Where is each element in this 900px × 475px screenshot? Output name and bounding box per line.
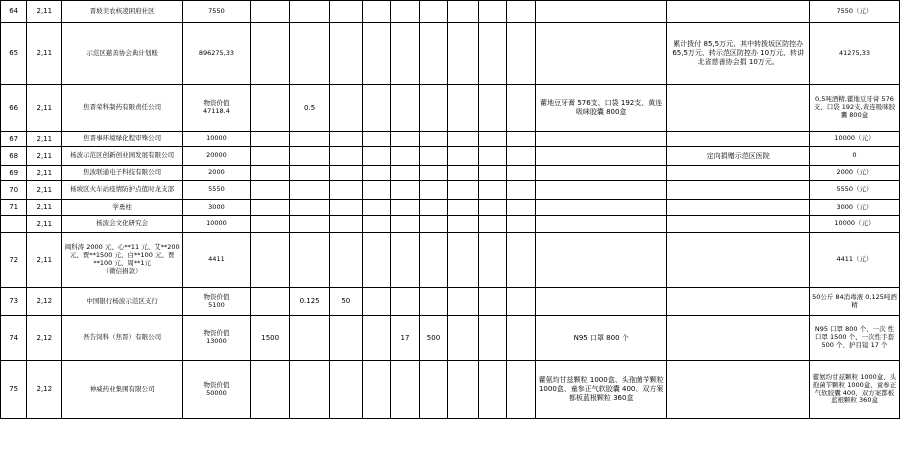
cell-total: 10000（元）	[809, 216, 899, 233]
cell-qty-5	[391, 200, 420, 216]
cell-amount: 4411	[182, 233, 250, 288]
cell-donor-name: 神威药业集围有限公司	[62, 361, 183, 419]
cell-qty-6: 500	[419, 316, 448, 361]
cell-donor-name: 杨波示范区创新创业园发展有限公司	[62, 147, 183, 166]
cell-qty-2	[290, 1, 329, 23]
cell-item-details	[535, 288, 667, 316]
cell-qty-1: 1500	[250, 316, 289, 361]
cell-note	[667, 200, 810, 216]
cell-item-details: 藿氨均甘兹颗粒 1000盒、头孢菌苄颗粒 1000盒、童参正气软胶囊 400、双方案都板蓝根颗粒 360盒	[535, 361, 667, 419]
cell-qty-4	[362, 1, 391, 23]
cell-index: 65	[1, 23, 27, 85]
cell-qty-5	[391, 23, 420, 85]
cell-qty-3	[329, 23, 362, 85]
table-row[interactable]	[1, 361, 900, 419]
cell-qty-4	[362, 200, 391, 216]
cell-donor-name: 杨波会文化研究会	[62, 216, 183, 233]
cell-date: 2,12	[27, 316, 62, 361]
cell-donor-name: 中国银行杨波示范区支行	[62, 288, 183, 316]
cell-qty-4	[362, 132, 391, 147]
cell-qty-5	[391, 361, 420, 419]
cell-qty-3	[329, 1, 362, 23]
cell-qty-8	[478, 316, 507, 361]
cell-qty-7	[448, 233, 479, 288]
cell-qty-7	[448, 216, 479, 233]
cell-qty-9	[507, 1, 536, 23]
cell-donor-name: 焦波联通电子科技有限公司	[62, 166, 183, 181]
table-body	[1, 1, 900, 419]
cell-qty-7	[448, 23, 479, 85]
cell-qty-5	[391, 216, 420, 233]
cell-qty-1	[250, 166, 289, 181]
cell-qty-8	[478, 216, 507, 233]
cell-qty-6	[419, 147, 448, 166]
cell-qty-9	[507, 361, 536, 419]
cell-amount: 10000	[182, 216, 250, 233]
cell-qty-6	[419, 216, 448, 233]
table-row[interactable]	[1, 181, 900, 200]
cell-qty-4	[362, 23, 391, 85]
cell-qty-9	[507, 132, 536, 147]
table-row[interactable]	[1, 288, 900, 316]
cell-total: 0	[809, 147, 899, 166]
cell-qty-4	[362, 181, 391, 200]
cell-index	[1, 216, 27, 233]
cell-note	[667, 1, 810, 23]
cell-qty-8	[478, 166, 507, 181]
cell-total: 5550（元）	[809, 181, 899, 200]
cell-qty-2	[290, 200, 329, 216]
cell-qty-6	[419, 233, 448, 288]
cell-qty-2	[290, 181, 329, 200]
cell-amount: 5550	[182, 181, 250, 200]
cell-qty-3: 50	[329, 288, 362, 316]
cell-qty-9	[507, 216, 536, 233]
cell-amount: 物资价值 47118.4	[182, 85, 250, 132]
cell-qty-2: 0.5	[290, 85, 329, 132]
cell-item-details	[535, 200, 667, 216]
cell-qty-8	[478, 132, 507, 147]
cell-qty-9	[507, 85, 536, 132]
cell-qty-9	[507, 166, 536, 181]
cell-item-details: N95 口罩 800 个	[535, 316, 667, 361]
cell-qty-2	[290, 132, 329, 147]
cell-qty-3	[329, 361, 362, 419]
cell-date: 2,11	[27, 85, 62, 132]
cell-note: 定向捐赠示范区医院	[667, 147, 810, 166]
cell-qty-6	[419, 200, 448, 216]
cell-date: 2,11	[27, 233, 62, 288]
cell-index: 70	[1, 181, 27, 200]
cell-amount: 物资价值 5100	[182, 288, 250, 316]
cell-qty-5	[391, 132, 420, 147]
cell-note	[667, 233, 810, 288]
cell-note: 累计拨付 85,5万元、其中转拨坂区防控办 65,5万元、转示范区防控办 10万元、转讲北省慈善协会捐 10万元。	[667, 23, 810, 85]
cell-total: 0,5吨酒精,藿地豆牙膏 576支、口袋 192支,黄连吸咪胶囊 800盒	[809, 85, 899, 132]
cell-qty-4	[362, 316, 391, 361]
cell-qty-8	[478, 1, 507, 23]
cell-note	[667, 316, 810, 361]
cell-qty-7	[448, 132, 479, 147]
cell-qty-8	[478, 288, 507, 316]
table-row[interactable]	[1, 132, 900, 147]
cell-qty-1	[250, 181, 289, 200]
cell-donor-name: 焦晋荣科制药有限责任公司	[62, 85, 183, 132]
cell-donor-name: 杨坡区火车站疫情防护点值时龙支部	[62, 181, 183, 200]
cell-total: 4411（元）	[809, 233, 899, 288]
cell-amount: 20000	[182, 147, 250, 166]
cell-qty-7	[448, 200, 479, 216]
cell-qty-1	[250, 1, 289, 23]
cell-qty-2	[290, 316, 329, 361]
cell-date: 2,11	[27, 166, 62, 181]
cell-date: 2,12	[27, 361, 62, 419]
cell-index: 72	[1, 233, 27, 288]
cell-donor-name: 吾告饲科（焦晋）有限公司	[62, 316, 183, 361]
cell-qty-8	[478, 85, 507, 132]
cell-qty-6	[419, 166, 448, 181]
cell-qty-5	[391, 85, 420, 132]
cell-qty-6	[419, 23, 448, 85]
cell-qty-7	[448, 85, 479, 132]
cell-donor-name: 学勇柱	[62, 200, 183, 216]
cell-qty-7	[448, 181, 479, 200]
cell-qty-2	[290, 216, 329, 233]
cell-index: 71	[1, 200, 27, 216]
cell-date: 2,11	[27, 23, 62, 85]
cell-qty-9	[507, 288, 536, 316]
cell-total: 10000（元）	[809, 132, 899, 147]
cell-note	[667, 216, 810, 233]
cell-note	[667, 166, 810, 181]
cell-qty-7	[448, 147, 479, 166]
cell-qty-4	[362, 233, 391, 288]
cell-donor-name: 示范区慈善协会典计划账	[62, 23, 183, 85]
cell-qty-4	[362, 288, 391, 316]
cell-qty-3	[329, 181, 362, 200]
cell-date: 2,11	[27, 132, 62, 147]
cell-item-details	[535, 166, 667, 181]
cell-note	[667, 288, 810, 316]
cell-qty-2: 0.125	[290, 288, 329, 316]
cell-qty-1	[250, 361, 289, 419]
cell-total: 2000（元）	[809, 166, 899, 181]
table-row[interactable]	[1, 216, 900, 233]
cell-index: 74	[1, 316, 27, 361]
cell-qty-1	[250, 132, 289, 147]
cell-qty-9	[507, 23, 536, 85]
cell-index: 69	[1, 166, 27, 181]
cell-qty-7	[448, 166, 479, 181]
cell-total: N95 口罩 800 个、一次 性口罩 1500 个、一次性手套 500 个、护目镜 17 个	[809, 316, 899, 361]
cell-qty-5	[391, 181, 420, 200]
cell-qty-8	[478, 361, 507, 419]
cell-qty-6	[419, 181, 448, 200]
cell-qty-9	[507, 147, 536, 166]
cell-donor-name: 闽科涛 2000 元、心**11 元、艾**200 元、贾**1500 元、白**100 元、贾**100 元、周**1元 （微信捐款）	[62, 233, 183, 288]
cell-item-details	[535, 181, 667, 200]
cell-donor-name: 焦晋事环境绿化程审殊公司	[62, 132, 183, 147]
cell-date: 2,11	[27, 1, 62, 23]
cell-index: 68	[1, 147, 27, 166]
cell-qty-1	[250, 200, 289, 216]
cell-qty-4	[362, 166, 391, 181]
cell-amount: 10000	[182, 132, 250, 147]
cell-item-details	[535, 1, 667, 23]
cell-amount: 7550	[182, 1, 250, 23]
cell-qty-6	[419, 85, 448, 132]
cell-total: 3000（元）	[809, 200, 899, 216]
cell-index: 66	[1, 85, 27, 132]
cell-qty-8	[478, 233, 507, 288]
cell-qty-8	[478, 181, 507, 200]
cell-note	[667, 361, 810, 419]
cell-qty-3	[329, 147, 362, 166]
cell-qty-3	[329, 216, 362, 233]
cell-date: 2,11	[27, 216, 62, 233]
cell-qty-1	[250, 85, 289, 132]
cell-note	[667, 85, 810, 132]
cell-qty-1	[250, 216, 289, 233]
cell-amount: 物资价值 50000	[182, 361, 250, 419]
cell-total: 41275,33	[809, 23, 899, 85]
cell-item-details	[535, 23, 667, 85]
cell-qty-1	[250, 147, 289, 166]
cell-amount: 3000	[182, 200, 250, 216]
cell-qty-9	[507, 233, 536, 288]
cell-qty-8	[478, 23, 507, 85]
cell-note	[667, 132, 810, 147]
cell-date: 2,12	[27, 288, 62, 316]
cell-amount: 2000	[182, 166, 250, 181]
cell-item-details	[535, 132, 667, 147]
cell-qty-6	[419, 132, 448, 147]
cell-total: 7550（元）	[809, 1, 899, 23]
cell-qty-3	[329, 85, 362, 132]
cell-index: 67	[1, 132, 27, 147]
cell-qty-3	[329, 166, 362, 181]
cell-donor-name: 晋坡美农核凌困府社区	[62, 1, 183, 23]
cell-qty-4	[362, 361, 391, 419]
cell-qty-5: 17	[391, 316, 420, 361]
cell-qty-5	[391, 1, 420, 23]
cell-date: 2,11	[27, 147, 62, 166]
cell-qty-7	[448, 361, 479, 419]
table-row[interactable]	[1, 200, 900, 216]
cell-qty-1	[250, 288, 289, 316]
cell-qty-6	[419, 288, 448, 316]
table-row[interactable]	[1, 316, 900, 361]
cell-qty-7	[448, 316, 479, 361]
cell-qty-8	[478, 200, 507, 216]
cell-item-details	[535, 147, 667, 166]
cell-qty-2	[290, 147, 329, 166]
table-row[interactable]	[1, 166, 900, 181]
cell-qty-9	[507, 316, 536, 361]
table-row[interactable]	[1, 23, 900, 85]
cell-qty-2	[290, 361, 329, 419]
cell-qty-9	[507, 200, 536, 216]
cell-note	[667, 181, 810, 200]
cell-amount: 896275,33	[182, 23, 250, 85]
cell-qty-5	[391, 147, 420, 166]
cell-qty-3	[329, 132, 362, 147]
cell-item-details: 藿地豆牙膏 576支、口袋 192支、黄连吸咪胶囊 800盒	[535, 85, 667, 132]
cell-item-details	[535, 216, 667, 233]
table-row[interactable]	[1, 85, 900, 132]
cell-date: 2,11	[27, 200, 62, 216]
cell-qty-2	[290, 233, 329, 288]
cell-qty-5	[391, 233, 420, 288]
cell-item-details	[535, 233, 667, 288]
cell-qty-7	[448, 288, 479, 316]
cell-qty-4	[362, 147, 391, 166]
cell-qty-1	[250, 233, 289, 288]
cell-qty-7	[448, 1, 479, 23]
cell-total: 50公斤 84消毒液 0,125吨酒精	[809, 288, 899, 316]
cell-index: 75	[1, 361, 27, 419]
cell-qty-3	[329, 233, 362, 288]
cell-qty-5	[391, 288, 420, 316]
cell-qty-9	[507, 181, 536, 200]
cell-qty-8	[478, 147, 507, 166]
cell-qty-6	[419, 1, 448, 23]
table-row[interactable]	[1, 147, 900, 166]
cell-qty-3	[329, 316, 362, 361]
cell-date: 2,11	[27, 181, 62, 200]
table-row[interactable]	[1, 233, 900, 288]
cell-qty-2	[290, 23, 329, 85]
cell-qty-1	[250, 23, 289, 85]
cell-qty-2	[290, 166, 329, 181]
cell-index: 73	[1, 288, 27, 316]
cell-qty-6	[419, 361, 448, 419]
cell-total: 藿氨均甘兹颗粒 1000盒、头孢菌苄颗粒 1000盒、童参正气软胶囊 400、双方案都板蓝根颗粒 360盒	[809, 361, 899, 419]
cell-qty-5	[391, 166, 420, 181]
cell-qty-4	[362, 85, 391, 132]
cell-qty-4	[362, 216, 391, 233]
cell-index: 64	[1, 1, 27, 23]
table-row[interactable]	[1, 1, 900, 23]
cell-qty-3	[329, 200, 362, 216]
cell-amount: 物资价值 13000	[182, 316, 250, 361]
